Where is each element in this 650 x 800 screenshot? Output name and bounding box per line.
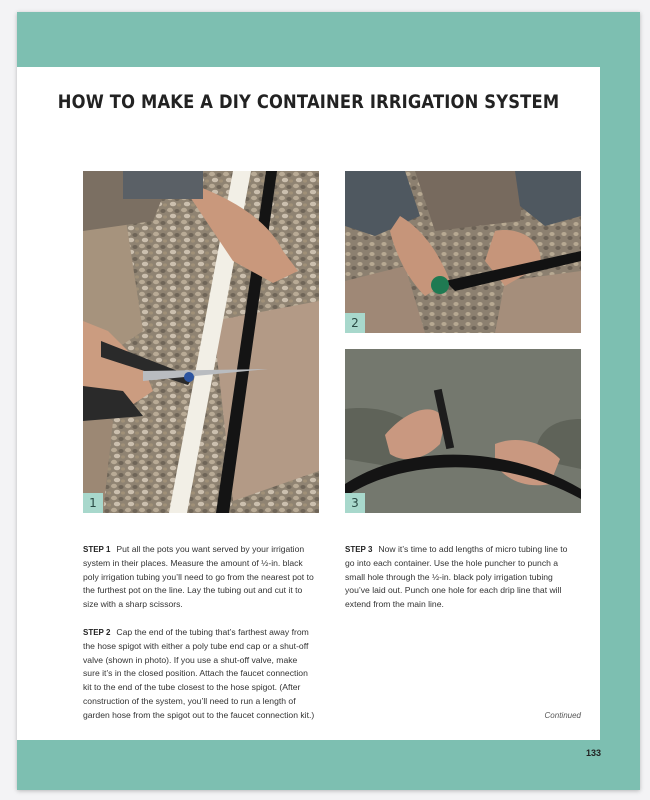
photo-cutting-tubing	[83, 171, 319, 513]
photo-number-badge: 2	[345, 313, 365, 333]
step-paragraph	[83, 626, 315, 723]
photo-hole-puncher	[345, 349, 581, 513]
continued-label: Continued	[544, 711, 581, 720]
step-label: STEP 3	[345, 545, 373, 554]
page-title: HOW TO MAKE A DIY CONTAINER IRRIGATION SYSTEM	[57, 91, 560, 113]
step-label: STEP 2	[83, 627, 111, 637]
page-sheet	[17, 67, 600, 740]
step-text: Put all the pots you want served by your irrigation system in their places. Measure the amount of ½-in. black poly irrigation tubing you’ll need to go from the nearest pot to the furthest pot on the line. Lay the tubing out and cut it to size with a sharp scissors.	[83, 544, 314, 610]
instructions-right-column	[345, 543, 577, 626]
step-paragraph	[83, 543, 315, 612]
step-paragraph	[345, 543, 577, 612]
photo-number-badge: 3	[345, 493, 365, 513]
photo-shutoff-valve	[345, 171, 581, 333]
page-number: 133	[586, 748, 602, 758]
photo-number-badge: 1	[83, 493, 103, 513]
book-page	[17, 12, 640, 790]
step-label: STEP 1	[83, 545, 111, 554]
step-text: Cap the end of the tubing that’s farthest away from the hose spigot with either a poly tube end cap or a shut-off valve (shown in photo). If you use a shut-off valve, make sure it’s in the closed position. Attach the faucet connection kit to the end of the tube closest to the hose spigot. (After construction of the system, you’ll need to run a length of garden hose from the spigot out to the faucet connection kit.)	[83, 626, 315, 720]
step-text: Now it’s time to add lengths of micro tubing line to go into each container. Use the hole puncher to punch a small hole through the ½-in. black poly irrigation tubing you’ve laid out. Punch one hole for each drip line that will extend from the main line.	[345, 544, 568, 610]
instructions-left-column	[83, 543, 315, 737]
